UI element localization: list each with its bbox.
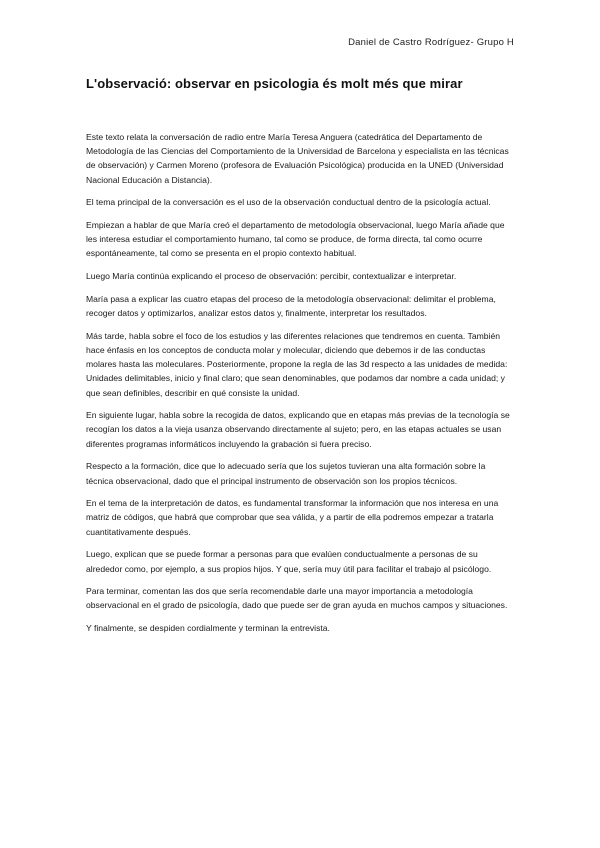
paragraph-12: Y finalmente, se despiden cordialmente y terminan la entrevista. xyxy=(86,623,330,634)
paragraph-2: El tema principal de la conversación es el uso de la observación conductual dentro de la psicología actual. xyxy=(86,197,491,208)
document-title: L'observació: observar en psicologia és molt més que mirar xyxy=(86,76,463,91)
paragraph-8: Respecto a la formación, dice que lo adecuado sería que los sujetos tuvieran una alta formación sobre la técnica observacional, dado que el principal instrumento de observación son los propios técnicos. xyxy=(86,461,486,486)
document-body xyxy=(86,130,514,644)
paragraph-10: Luego, explican que se puede formar a personas para que evalúen conductualmente a personas de su alrededor como, por ejemplo, a sus propios hijos. Y que, sería muy útil para facilitar el trabajo al psicólogo. xyxy=(86,549,492,574)
paragraph-3: Empiezan a hablar de que María creó el departamento de metodología observacional, luego María añade que les interesa estudiar el comportamiento humano, tal como se produce, de forma directa, tal como ocurre espontáneamente, tal como se presenta en el propio contexto habitual. xyxy=(86,220,505,259)
paragraph-4: Luego María continúa explicando el proceso de observación: percibir, contextualizar e interpretar. xyxy=(86,271,457,282)
paragraph-7: En siguiente lugar, habla sobre la recogida de datos, explicando que en etapas más previas de la tecnología se recogían los datos a la vieja usanza observando directamente al sujeto; pero, en las etapas actuales se usan diferentes programas informáticos incluyendo la grabación si fuera preciso. xyxy=(86,410,510,449)
paragraph-6: Más tarde, habla sobre el foco de los estudios y las diferentes relaciones que tendremos en cuenta. También hace énfasis en los conceptos de conducta molar y molecular, diciendo que debemos ir de las conductas molares hasta las moleculares. Posteriormente, propone la regla de las 3d respecto a las unidades de medida: Unidades delimitables, inicio y final claro; que sean denominables, que podamos dar nombre a cada unidad; y que sean definibles, describir en qué consiste la unidad. xyxy=(86,330,508,398)
paragraph-1: Este texto relata la conversación de radio entre María Teresa Anguera (catedrática del Departamento de Metodología de las Ciencias del Comportamiento de la Universidad de Barcelona y especialista en las técnicas de observación) y Carmen Moreno (profesora de Evaluación Psicológica) producida en la UNED (Universidad Nacional Educación a Distancia). xyxy=(86,132,509,185)
paragraph-11: Para terminar, comentan las dos que sería recomendable darle una mayor importancia a metodología observacional en el grado de psicología, dado que puede ser de gran ayuda en muchos campos y situaciones. xyxy=(86,586,508,611)
paragraph-9: En el tema de la interpretación de datos, es fundamental transformar la información que nos interesa en una matriz de códigos, que habrá que comprobar que sea válida, y a partir de ella podremos empezar a tratarla cuantitativamente después. xyxy=(86,498,499,537)
paragraph-5: María pasa a explicar las cuatro etapas del proceso de la metodología observacional: delimitar el problema, recoger datos y optimizarlos, analizar estos datos y, finalmente, interpretar los resultados. xyxy=(86,293,496,319)
header-author: Daniel de Castro Rodríguez- Grupo H xyxy=(348,37,514,48)
